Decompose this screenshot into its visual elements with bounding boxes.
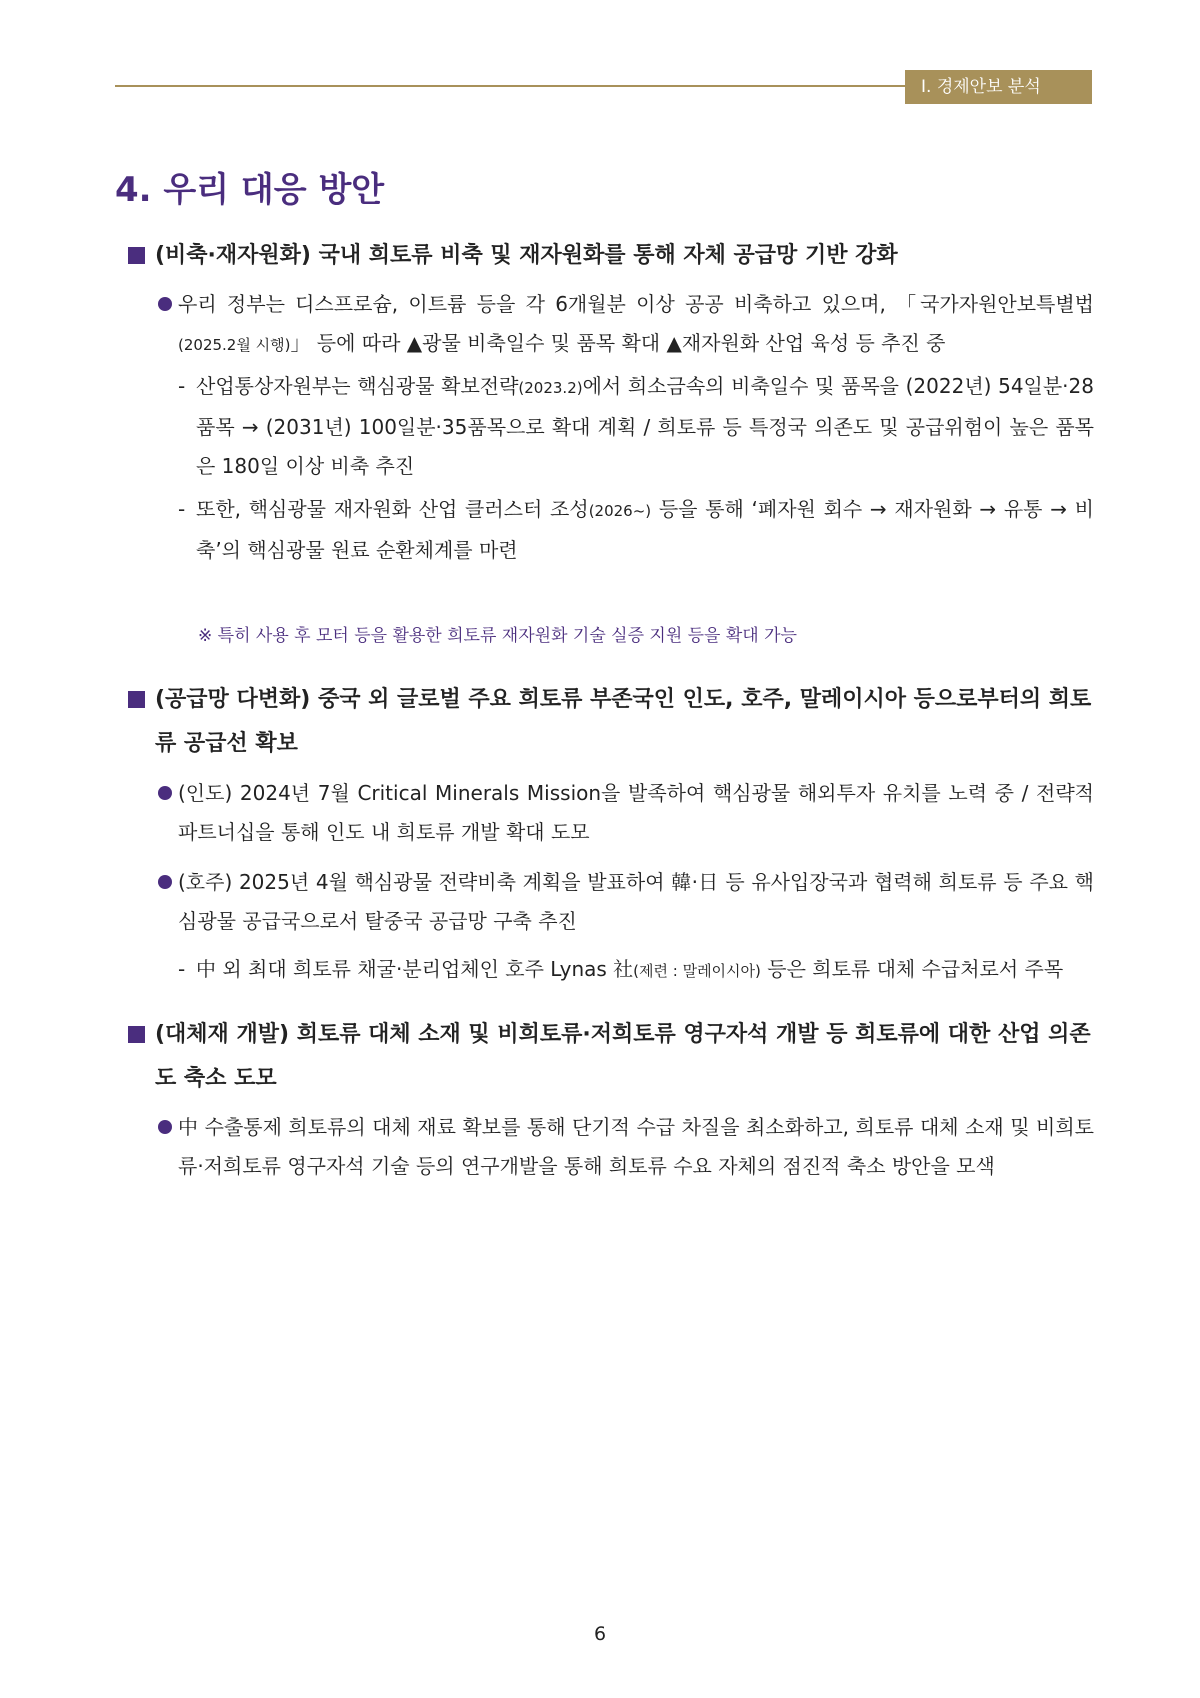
square-bullet-icon <box>128 1026 145 1043</box>
sub-text-paren: (2023.2) <box>518 379 583 397</box>
heading-diversification <box>128 678 1094 766</box>
bullet-text-paren: (2025.2월 시행) <box>178 336 291 354</box>
sub-bullet-lynas <box>178 950 1094 991</box>
heading-text: (대체재 개발) 희토류 대체 소재 및 비희토류·저희토류 영구자석 개발 등 희토류에 대한 산업 의존도 축소 도모 <box>155 1022 1091 1091</box>
bullet-text <box>178 285 1094 365</box>
bullet-text-part: 」 등에 따라 ▲광물 비축일수 및 품목 확대 ▲재자원화 산업 육성 등 추진 중 <box>290 331 946 355</box>
bullet-text: (인도) 2024년 7월 Critical Minerals Mission을 발족하여 핵심광물 해외투자 유치를 노력 중 / 전략적 파트너십을 통해 인도 내 희토류 개발 확대 도모 <box>178 781 1094 844</box>
circle-bullet-icon <box>158 786 172 800</box>
sub-bullet-text <box>196 490 1094 570</box>
square-bullet-icon <box>128 247 145 264</box>
sub-text-paren: (2026~) <box>588 502 652 520</box>
sub-text-part: 산업통상자원부는 핵심광물 확보전략 <box>196 374 519 398</box>
bullet-substitute-rnd <box>158 1108 1094 1186</box>
bullet-india <box>158 774 1094 852</box>
sub-bullet-text <box>196 367 1094 486</box>
sub-bullet-motie-strategy <box>178 367 1094 486</box>
sub-text-part: 등은 희토류 대체 수급처로서 주목 <box>760 957 1064 981</box>
bullet-text: 中 수출통제 희토류의 대체 재료 확보를 통해 단기적 수급 차질을 최소화하고, 희토류 대체 소재 및 비희토류·저희토류 영구자석 기술 등의 연구개발을 통해 희토류 수요 자체의 점진적 축소 방안을 모색 <box>178 1115 1094 1178</box>
section-tag: Ⅰ. 경제안보 분석 <box>905 70 1092 104</box>
dash-marker: - <box>178 374 186 398</box>
heading-text: (공급망 다변화) 중국 외 글로벌 주요 희토류 부존국인 인도, 호주, 말레이시아 등으로부터의 희토류 공급선 확보 <box>155 687 1092 756</box>
square-bullet-icon <box>128 691 145 708</box>
bullet-government-stockpile <box>158 285 1094 365</box>
sub-text-paren: (제련 : 말레이시아) <box>633 962 761 980</box>
bullet-australia <box>158 863 1094 941</box>
sub-text-part: 에서 희소금속의 비축일수 및 품목을 (2022년) 54일분·28품목 → (2031년) 100일분·35품목으로 확대 계획 / 희토류 등 특정국 의존도 및 공급위험이 높은 품목은 180일 이상 비축 추진 <box>196 374 1094 478</box>
sub-bullet-text <box>196 950 1094 991</box>
page-title: 4. 우리 대응 방안 <box>115 170 385 210</box>
heading-text: (비축·재자원화) 국내 희토류 비축 및 재자원화를 통해 자체 공급망 기반 강화 <box>155 243 898 268</box>
sub-bullet-recycling-cluster <box>178 490 1094 570</box>
sub-text-part: 中 외 최대 희토류 채굴·분리업체인 호주 Lynas 社 <box>196 957 634 981</box>
bullet-text-part: 우리 정부는 디스프로슘, 이트륨 등을 각 6개월분 이상 공공 비축하고 있으며, 「국가자원안보특별법 <box>178 292 1094 316</box>
heading-substitutes <box>128 1013 1094 1101</box>
circle-bullet-icon <box>158 875 172 889</box>
sub-text-part: 또한, 핵심광물 재자원화 산업 클러스터 조성 <box>196 497 589 521</box>
sub-text-part: 등을 통해 ‘폐자원 회수 → 재자원화 → 유통 → 비축’의 핵심광물 원료 순환체계를 마련 <box>196 497 1095 562</box>
note-motor-recycling: ※ 특히 사용 후 모터 등을 활용한 희토류 재자원화 기술 실증 지원 등을 확대 가능 <box>198 626 797 646</box>
header-rule <box>115 85 905 87</box>
circle-bullet-icon <box>158 1120 172 1134</box>
bullet-text: (호주) 2025년 4월 핵심광물 전략비축 계획을 발표하여 韓·日 등 유사입장국과 협력해 희토류 등 주요 핵심광물 공급국으로서 탈중국 공급망 구축 추진 <box>178 870 1094 933</box>
dash-marker: - <box>178 957 186 981</box>
dash-marker: - <box>178 497 186 521</box>
heading-stockpile <box>128 234 1094 278</box>
circle-bullet-icon <box>158 297 172 311</box>
page-number: 6 <box>593 1623 607 1645</box>
